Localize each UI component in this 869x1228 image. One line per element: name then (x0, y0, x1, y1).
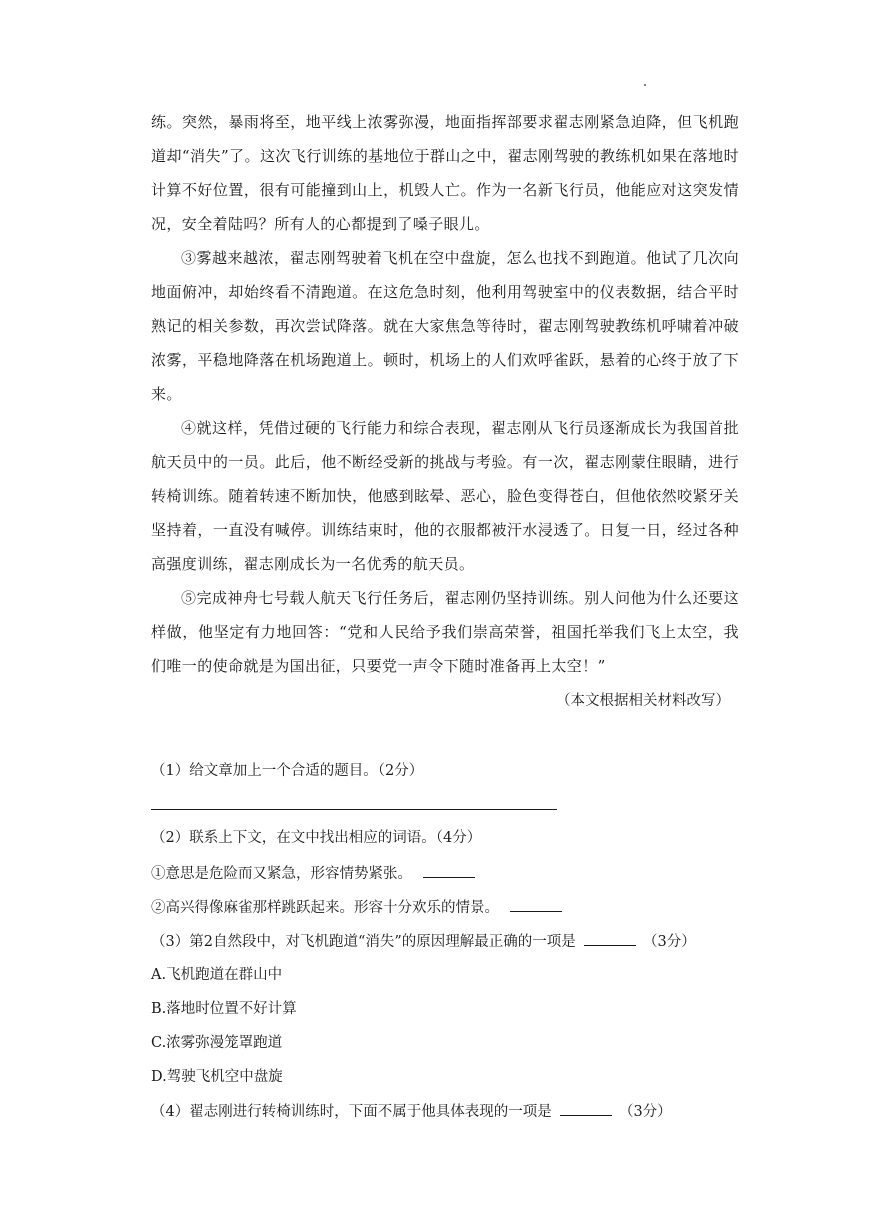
question-4-blank[interactable] (560, 1099, 612, 1116)
passage-paragraph-2-continued: 练。突然，暴雨将至，地平线上浓雾弥漫，地面指挥部要求翟志刚紧急迫降，但飞机跑道却“消失”了。这次飞行训练的基地位于群山之中，翟志刚驾驶的教练机如果在落地时计算不好位置，很有可能撞到山上，机毁人亡。作为一名新飞行员，他能应对这突发情况，安全着陆吗？所有人的心都提到了嗓子眼儿。 (151, 113, 739, 233)
passage-paragraph-4: ④就这样，凭借过硬的飞行能力和综合表现，翟志刚从飞行员逐渐成长为我国首批航天员中的一员。此后，他不断经受新的挑战与考验。有一次，翟志刚蒙住眼睛，进行转椅训练。随着转速不断加快，他感到眩晕、恶心，脸色变得苍白，但他依然咬紧牙关坚持着，一直没有喊停。训练结束时，他的衣服都被汗水浸透了。日复一日，经过各种高强度训练，翟志刚成长为一名优秀的航天员。 (151, 419, 739, 573)
passage-paragraph-5: ⑤完成神舟七号载人航天飞行任务后，翟志刚仍坚持训练。别人问他为什么还要这样做，他坚定有力地回答：“党和人民给予我们崇高荣誉，祖国托举我们飞上太空，我们唯一的使命就是为国出征，只要党一声令下随时准备再上太空！” (151, 589, 739, 675)
option-c: C.浓雾弥漫笼罩跑道 (151, 1035, 283, 1051)
question-2: （2）联系上下文，在文中找出相应的词语。（4分） (151, 830, 482, 846)
question-2-item-1-text: ①意思是危险而又紧急，形容情势紧张。 (151, 866, 412, 882)
question-3-blank[interactable] (584, 929, 636, 946)
option-a: A.飞机跑道在群山中 (151, 967, 283, 983)
option-b: B.落地时位置不好计算 (151, 1001, 297, 1017)
question-2-item-2 (151, 895, 562, 920)
question-1-answer-line[interactable] (151, 809, 557, 810)
question-4-score: （3分） (618, 1104, 672, 1120)
option-d: D.驾驶飞机空中盘旋 (151, 1069, 283, 1085)
question-2-item-1 (151, 861, 475, 886)
question-4 (151, 1099, 672, 1124)
source-note: （本文根据相关材料改写） (556, 693, 730, 709)
passage-paragraph-3: ③雾越来越浓，翟志刚驾驶着飞机在空中盘旋，怎么也找不到跑道。他试了几次向地面俯冲，却始终看不清跑道。在这危急时刻，他利用驾驶室中的仪表数据，结合平时熟记的相关参数，再次尝试降落。就在大家焦急等待时，翟志刚驾驶教练机呼啸着冲破浓雾，平稳地降落在机场跑道上。顿时，机场上的人们欢呼雀跃，悬着的心终于放了下来。 (151, 249, 739, 403)
page-dot (644, 84, 646, 86)
question-2-item-1-blank[interactable] (423, 861, 475, 878)
question-2-item-2-text: ②高兴得像麻雀那样跳跃起来。形容十分欢乐的情景。 (151, 900, 499, 916)
question-3 (151, 929, 696, 954)
question-4-text: （4）翟志刚进行转椅训练时，下面不属于他具体表现的一项是 (151, 1104, 552, 1120)
question-3-text: （3）第2自然段中，对飞机跑道“消失”的原因理解最正确的一项是 (151, 934, 576, 950)
question-1: （1）给文章加上一个合适的题目。（2分） (151, 763, 424, 779)
question-2-item-2-blank[interactable] (510, 895, 562, 912)
question-3-score: （3分） (643, 934, 696, 950)
